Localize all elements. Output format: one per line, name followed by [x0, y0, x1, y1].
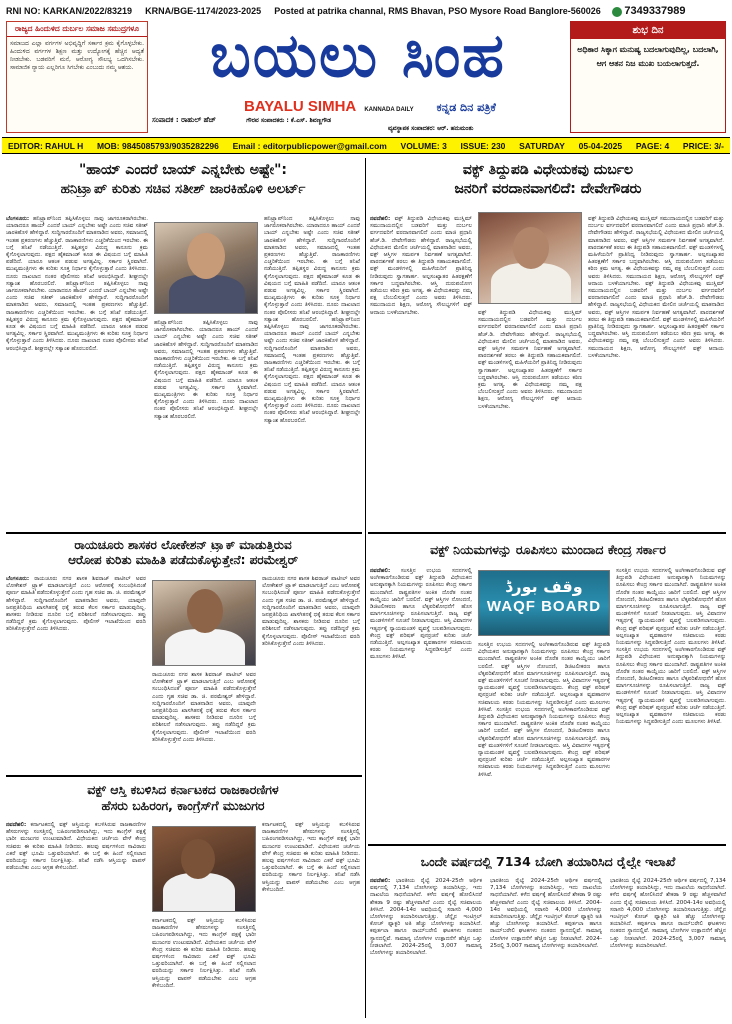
newspaper-title: ಬಯಲು ಸಿಂಹ [210, 21, 506, 91]
article-headline-line2: ಹನಿಟ್ರ್ಯಾಪ್ ಕುರಿತು ಸಚಿವ ಸತೀಶ್ ಜಾರಕಿಹೊಳಿ ಅಲರ್ಟ್ [60, 180, 306, 197]
article-headline-line2: ಜನರಿಗೆ ವರದಾನವಾಗಲಿದೆ: ದೇವೇಗೌಡರು [454, 180, 642, 197]
article-body-cont3: ಹನಿಟ್ರ್ಯಾಪ್‌ನಿಂದ ತಪ್ಪಿಸಿಕೊಳ್ಳಲು ನಾವು ಜಾಗರೂಕರಾಗಿರಬೇಕು. ಯಾರಾದರೂ ಹಾಯ್ ಎಂದರೆ ಬಾಯ್ ಎನ್ನಬೇಕು ಅಷ್ಟೇ ಎಂದು ಸಚಿವ ಸತೀಶ್ ಜಾರಕಿಹೊಳಿ ಹೇಳಿದ್ದಾರೆ. ಸುದ್ದಿಗಾರರೊಂದಿಗೆ ಮಾತನಾಡಿದ ಅವರು, ಸಮಾಜದಲ್ಲಿ ಇಂತಹ ಪ್ರಕರಣಗಳು ಹೆಚ್ಚುತ್ತಿವೆ. ರಾಜಕಾರಣಿಗಳು ಎಚ್ಚರಿಕೆಯಿಂದ ಇರಬೇಕು. ಈ ಬಗ್ಗೆ ತನಿಖೆ ನಡೆಯುತ್ತಿದೆ. ತಪ್ಪಿತಸ್ಥರ ವಿರುದ್ಧ ಕಾನೂನು ಕ್ರಮ ಕೈಗೊಳ್ಳಲಾಗುವುದು. ಪಕ್ಷದ ಹೈಕಮಾಂಡ್ ಕೂಡ ಈ ವಿಷಯದ ಬಗ್ಗೆ ಮಾಹಿತಿ ಪಡೆದಿದೆ. ಯಾರೂ ಆತಂಕ ಪಡುವ ಅಗತ್ಯವಿಲ್ಲ. ಸರ್ಕಾರ ಸ್ಥಿರವಾಗಿದೆ. ಮುಖ್ಯಮಂತ್ರಿಗಳು ಈ ಕುರಿತು ಸೂಕ್ತ ನಿರ್ಧಾರ ಕೈಗೊಳ್ಳುತ್ತಾರೆ ಎಂದು ತಿಳಿಸಿದರು. ದೂರು ದಾಖಲಾದ ನಂತರ ಪೊಲೀಸರು ತನಿಖೆ ಆರಂಭಿಸಿದ್ದಾರೆ. ಶೀಘ್ರದಲ್ಲೇ ಸತ್ಯಾಂಶ ಹೊರಬರಲಿದೆ. [264, 216, 360, 323]
article-headline: ಒಂದೇ ವರ್ಷದಲ್ಲಿ 7134 ಬೋಗಿ ತಯಾರಿಸಿದ ರೈಲ್ವೇ ಇಲಾಖೆ [420, 854, 676, 869]
quote-box [570, 21, 726, 133]
article-body-cont2: ರಾಯಚೂರು ನಗರ ಶಾಸಕ ಶಿವರಾಜ್ ಪಾಟೀಲ್ ಅವರ ಲೋಕೇಶನ್ ಟ್ರ್ಯಾಕ್ ಮಾಡಲಾಗುತ್ತಿದೆ ಎಂಬ ಆರೋಪಕ್ಕೆ ಸಂಬಂಧಿಸಿದಂತೆ ಪೂರ್ಣ ಮಾಹಿತಿ ಪಡೆದುಕೊಳ್ಳುತ್ತೇನೆ ಎಂದು ಗೃಹ ಸಚಿವ ಡಾ. ಜಿ. ಪರಮೇಶ್ವರ್ ಹೇಳಿದ್ದಾರೆ. ಸುದ್ದಿಗಾರರೊಂದಿಗೆ ಮಾತನಾಡಿದ ಅವರು, ಯಾವುದೇ ಜನಪ್ರತಿನಿಧಿಯ ಖಾಸಗಿತನಕ್ಕೆ ಧಕ್ಕೆ ತರುವ ಕೆಲಸ ಸರ್ಕಾರ ಮಾಡುವುದಿಲ್ಲ. ಶಾಸಕರು ನೀಡಿರುವ ದೂರಿನ ಬಗ್ಗೆ ಪರಿಶೀಲನೆ ನಡೆಸಲಾಗುವುದು. ತಪ್ಪು ನಡೆದಿದ್ದರೆ ಕ್ರಮ ಕೈಗೊಳ್ಳಲಾಗುವುದು. ಪೊಲೀಸ್ ಇಲಾಖೆಯಿಂದ ವರದಿ ತರಿಸಿಕೊಳ್ಳುತ್ತೇನೆ ಎಂದು ತಿಳಿಸಿದರು. [262, 576, 360, 647]
column-divider [365, 158, 366, 1018]
posted-address: Posted at patrika channal, RMS Bhavan, PSO Mysore Road Banglore-560026 [274, 6, 601, 16]
editor-credit: ಸಂಪಾದಕ : ರಾಹುಲ್ ಹೆಚ್ [152, 116, 216, 124]
info-day: SATURDAY [519, 140, 565, 151]
article-body-cont: ಹನಿಟ್ರ್ಯಾಪ್‌ನಿಂದ ತಪ್ಪಿಸಿಕೊಳ್ಳಲು ನಾವು ಜಾಗರೂಕರಾಗಿರಬೇಕು. ಯಾರಾದರೂ ಹಾಯ್ ಎಂದರೆ ಬಾಯ್ ಎನ್ನಬೇಕು ಅಷ್ಟೇ ಎಂದು ಸಚಿವ ಸತೀಶ್ ಜಾರಕಿಹೊಳಿ ಹೇಳಿದ್ದಾರೆ. ಸುದ್ದಿಗಾರರೊಂದಿಗೆ ಮಾತನಾಡಿದ ಅವರು, ಸಮಾಜದಲ್ಲಿ ಇಂತಹ ಪ್ರಕರಣಗಳು ಹೆಚ್ಚುತ್ತಿವೆ. ರಾಜಕಾರಣಿಗಳು ಎಚ್ಚರಿಕೆಯಿಂದ ಇರಬೇಕು. ಈ ಬಗ್ಗೆ ತನಿಖೆ ನಡೆಯುತ್ತಿದೆ. ತಪ್ಪಿತಸ್ಥರ ವಿರುದ್ಧ ಕಾನೂನು ಕ್ರಮ ಕೈಗೊಳ್ಳಲಾಗುವುದು. ಪಕ್ಷದ ಹೈಕಮಾಂಡ್ ಕೂಡ ಈ ವಿಷಯದ ಬಗ್ಗೆ ಮಾಹಿತಿ ಪಡೆದಿದೆ. ಯಾರೂ ಆತಂಕ ಪಡುವ ಅಗತ್ಯವಿಲ್ಲ. ಸರ್ಕಾರ ಸ್ಥಿರವಾಗಿದೆ. ಮುಖ್ಯಮಂತ್ರಿಗಳು ಈ ಕುರಿತು ಸೂಕ್ತ ನಿರ್ಧಾರ ಕೈಗೊಳ್ಳುತ್ತಾರೆ ಎಂದು ತಿಳಿಸಿದರು. ದೂರು ದಾಖಲಾದ ನಂತರ ಪೊಲೀಸರು ತನಿಖೆ ಆರಂಭಿಸಿದ್ದಾರೆ. ಶೀಘ್ರದಲ್ಲೇ ಸತ್ಯಾಂಶ ಹೊರಬರಲಿದೆ. [6, 280, 148, 352]
article-honeytrap [6, 158, 360, 530]
article-body-cont2: ವಕ್ಫ್ ತಿದ್ದುಪಡಿ ವಿಧೇಯಕವು ಮುಸ್ಲಿಮ್ ಸಮುದಾಯದಲ್ಲಿನ ಬಡವರಿಗೆ ಮತ್ತು ದುರ್ಬಲ ವರ್ಗದವರಿಗೆ ವರದಾನವಾಗಲಿದೆ ಎಂದು ಮಾಜಿ ಪ್ರಧಾನಿ ಹೆಚ್.ಡಿ. ದೇವೇಗೌಡರು ಹೇಳಿದ್ದಾರೆ. ರಾಜ್ಯಸಭೆಯಲ್ಲಿ ವಿಧೇಯಕದ ಮೇಲಿನ ಚರ್ಚೆಯಲ್ಲಿ ಮಾತನಾಡಿದ ಅವರು, ವಕ್ಫ್ ಆಸ್ತಿಗಳ ಸಮರ್ಪಕ ನಿರ್ವಹಣೆ ಅಗತ್ಯವಾಗಿದೆ. ಪಾರದರ್ಶಕತೆ ತರಲು ಈ ತಿದ್ದುಪಡಿ ಸಹಾಯಕವಾಗಲಿದೆ. ವಕ್ಫ್ ಮಂಡಳಿಗಳಲ್ಲಿ ಮಹಿಳೆಯರಿಗೆ ಪ್ರಾತಿನಿಧ್ಯ ನೀಡಿರುವುದು ಸ್ವಾಗತಾರ್ಹ. ಅಲ್ಪಸಂಖ್ಯಾತರ ಹಿತರಕ್ಷಣೆಗೆ ಸರ್ಕಾರ ಬದ್ಧವಾಗಿರಬೇಕು. ಆಸ್ತಿ ದುರುಪಯೋಗ ತಡೆಯಲು ಕಠಿಣ ಕ್ರಮ ಅಗತ್ಯ. ಈ ವಿಧೇಯಕವನ್ನು ನಮ್ಮ ಪಕ್ಷ ಬೆಂಬಲಿಸುತ್ತದೆ ಎಂದು ಅವರು ತಿಳಿಸಿದರು. ಸಮುದಾಯದ ಶಿಕ್ಷಣ, ಆರೋಗ್ಯ ಸೌಲಭ್ಯಗಳಿಗೆ ವಕ್ಫ್ ಆದಾಯ ಬಳಕೆಯಾಗಬೇಕು. [588, 216, 724, 287]
article-raichur [6, 536, 360, 772]
article-body-cont3: ವಕ್ಫ್ ತಿದ್ದುಪಡಿ ವಿಧೇಯಕವು ಮುಸ್ಲಿಮ್ ಸಮುದಾಯದಲ್ಲಿನ ಬಡವರಿಗೆ ಮತ್ತು ದುರ್ಬಲ ವರ್ಗದವರಿಗೆ ವರದಾನವಾಗಲಿದೆ ಎಂದು ಮಾಜಿ ಪ್ರಧಾನಿ ಹೆಚ್.ಡಿ. ದೇವೇಗೌಡರು ಹೇಳಿದ್ದಾರೆ. ರಾಜ್ಯಸಭೆಯಲ್ಲಿ ವಿಧೇಯಕದ ಮೇಲಿನ ಚರ್ಚೆಯಲ್ಲಿ ಮಾತನಾಡಿದ ಅವರು, ವಕ್ಫ್ ಆಸ್ತಿಗಳ ಸಮರ್ಪಕ ನಿರ್ವಹಣೆ ಅಗತ್ಯವಾಗಿದೆ. ಪಾರದರ್ಶಕತೆ ತರಲು ಈ ತಿದ್ದುಪಡಿ ಸಹಾಯಕವಾಗಲಿದೆ. ವಕ್ಫ್ ಮಂಡಳಿಗಳಲ್ಲಿ ಮಹಿಳೆಯರಿಗೆ ಪ್ರಾತಿನಿಧ್ಯ ನೀಡಿರುವುದು ಸ್ವಾಗತಾರ್ಹ. ಅಲ್ಪಸಂಖ್ಯಾತರ ಹಿತರಕ್ಷಣೆಗೆ ಸರ್ಕಾರ ಬದ್ಧವಾಗಿರಬೇಕು. ಆಸ್ತಿ ದುರುಪಯೋಗ ತಡೆಯಲು ಕಠಿಣ ಕ್ರಮ ಅಗತ್ಯ. ಈ ವಿಧೇಯಕವನ್ನು ನಮ್ಮ ಪಕ್ಷ ಬೆಂಬಲಿಸುತ್ತದೆ ಎಂದು ಅವರು ತಿಳಿಸಿದರು. ಸಮುದಾಯದ ಶಿಕ್ಷಣ, ಆರೋಗ್ಯ ಸೌಲಭ್ಯಗಳಿಗೆ ವಕ್ಫ್ ಆದಾಯ ಬಳಕೆಯಾಗಬೇಕು. [588, 280, 724, 359]
article-body-col3 [264, 216, 360, 528]
article-railway [370, 848, 726, 1018]
info-date: 05-04-2025 [578, 140, 623, 151]
title-english: BAYALU SIMHA [244, 98, 357, 115]
devegowda-photo [478, 212, 582, 304]
section-rule [6, 775, 362, 777]
article-body-col3 [610, 878, 726, 1016]
article-waqf-devegowda [370, 158, 726, 530]
article-body-cont2: ಸಂಸತ್ತಿನ ಉಭಯ ಸದನಗಳಲ್ಲಿ ಅಂಗೀಕಾರಗೊಂಡಿರುವ ವಕ್ಫ್ ತಿದ್ದುಪಡಿ ವಿಧೇಯಕದ ಅನುಷ್ಠಾನಕ್ಕಾಗಿ ನಿಯಮಗಳನ್ನು ರೂಪಿಸಲು ಕೇಂದ್ರ ಸರ್ಕಾರ ಮುಂದಾಗಿದೆ. ರಾಷ್ಟ್ರಪತಿಗಳ ಅಂಕಿತ ದೊರೆತ ನಂತರ ಕಾಯ್ದೆಯು ಜಾರಿಗೆ ಬರಲಿದೆ. ವಕ್ಫ್ ಆಸ್ತಿಗಳ ನೋಂದಣಿ, ಡಿಜಿಟಲೀಕರಣ ಹಾಗೂ ಲೆಕ್ಕಪರಿಶೋಧನೆಗೆ ಹೊಸ ಮಾರ್ಗಸೂಚಿಗಳನ್ನು ರೂಪಿಸಲಾಗುತ್ತಿದೆ. ರಾಜ್ಯ ವಕ್ಫ್ ಮಂಡಳಿಗಳಿಗೆ ಸೂಚನೆ ನೀಡಲಾಗುವುದು. ಆಸ್ತಿ ವಿವಾದಗಳ ಇತ್ಯರ್ಥಕ್ಕೆ ನ್ಯಾಯಮಂಡಳಿ ವ್ಯವಸ್ಥೆ ಬಲಪಡಿಸಲಾಗುವುದು. ಕೇಂದ್ರ ವಕ್ಫ್ ಪರಿಷತ್ ಪುನರ್ರಚನೆ ಕುರಿತು ಚರ್ಚೆ ನಡೆಯುತ್ತಿದೆ. ಅಲ್ಪಸಂಖ್ಯಾತ ವ್ಯವಹಾರಗಳ ಸಚಿವಾಲಯ ಕರಡು ನಿಯಮಗಳನ್ನು ಸಿದ್ಧಪಡಿಸುತ್ತಿದೆ ಎಂದು ಮೂಲಗಳು ತಿಳಿಸಿವೆ. [478, 706, 610, 778]
article-body-col2 [152, 672, 256, 770]
phone-number: 7349337989 [624, 5, 686, 17]
info-mobile: MOB: 9845085793/9035282296 [96, 140, 219, 151]
info-issue: ISSUE: 230 [460, 140, 506, 151]
article-headline-line2: ಆರೋಪ ಕುರಿತು ಮಾಹಿತಿ ಪಡೆದುಕೊಳ್ಳುತ್ತೇನೆ: ಪರಮೇಶ್ವರ್ [68, 553, 298, 568]
article-body-col3 [616, 568, 726, 840]
article-waqf-karnataka [6, 778, 360, 1018]
article-body-cont2: ಭಾರತೀಯ ರೈಲ್ವೆ 2024-25ನೇ ಆರ್ಥಿಕ ವರ್ಷದಲ್ಲಿ 7,134 ಬೋಗಿಗಳನ್ನು ತಯಾರಿಸಿದ್ದು, ಇದು ದಾಖಲೆಯ ಸಾಧನೆಯಾಗಿದೆ. ಕಳೆದ ವರ್ಷಕ್ಕೆ ಹೋಲಿಸಿದರೆ ಶೇಕಡಾ 9 ರಷ್ಟು ಹೆಚ್ಚಳವಾಗಿದೆ ಎಂದು ರೈಲ್ವೆ ಸಚಿವಾಲಯ ತಿಳಿಸಿದೆ. 2004-14ರ ಅವಧಿಯಲ್ಲಿ ಸರಾಸರಿ 4,000 ಬೋಗಿಗಳನ್ನು ತಯಾರಿಸಲಾಗುತ್ತಿತ್ತು. ಚೆನ್ನೈನ ಇಂಟಿಗ್ರಲ್ ಕೋಚ್ ಫ್ಯಾಕ್ಟರಿ ಅತಿ ಹೆಚ್ಚು ಬೋಗಿಗಳನ್ನು ತಯಾರಿಸಿದೆ. ಕಪುರ್ತಲಾ ಹಾಗೂ ರಾಯ್‌ಬರೇಲಿ ಘಟಕಗಳು ನಂತರದ ಸ್ಥಾನದಲ್ಲಿವೆ. ಸಾಮಾನ್ಯ ಬೋಗಿಗಳ ಉತ್ಪಾದನೆಗೆ ಹೆಚ್ಚಿನ ಒತ್ತು ನೀಡಲಾಗಿದೆ. 2024-25ರಲ್ಲಿ 3,007 ಸಾಮಾನ್ಯ ಬೋಗಿಗಳನ್ನು ತಯಾರಿಸಲಾಗಿದೆ. [610, 878, 726, 949]
info-bar [2, 137, 730, 154]
header-line [6, 5, 726, 18]
article-body-cont3: ಸಂಸತ್ತಿನ ಉಭಯ ಸದನಗಳಲ್ಲಿ ಅಂಗೀಕಾರಗೊಂಡಿರುವ ವಕ್ಫ್ ತಿದ್ದುಪಡಿ ವಿಧೇಯಕದ ಅನುಷ್ಠಾನಕ್ಕಾಗಿ ನಿಯಮಗಳನ್ನು ರೂಪಿಸಲು ಕೇಂದ್ರ ಸರ್ಕಾರ ಮುಂದಾಗಿದೆ. ರಾಷ್ಟ್ರಪತಿಗಳ ಅಂಕಿತ ದೊರೆತ ನಂತರ ಕಾಯ್ದೆಯು ಜಾರಿಗೆ ಬರಲಿದೆ. ವಕ್ಫ್ ಆಸ್ತಿಗಳ ನೋಂದಣಿ, ಡಿಜಿಟಲೀಕರಣ ಹಾಗೂ ಲೆಕ್ಕಪರಿಶೋಧನೆಗೆ ಹೊಸ ಮಾರ್ಗಸೂಚಿಗಳನ್ನು ರೂಪಿಸಲಾಗುತ್ತಿದೆ. ರಾಜ್ಯ ವಕ್ಫ್ ಮಂಡಳಿಗಳಿಗೆ ಸೂಚನೆ ನೀಡಲಾಗುವುದು. ಆಸ್ತಿ ವಿವಾದಗಳ ಇತ್ಯರ್ಥಕ್ಕೆ ನ್ಯಾಯಮಂಡಳಿ ವ್ಯವಸ್ಥೆ ಬಲಪಡಿಸಲಾಗುವುದು. ಕೇಂದ್ರ ವಕ್ಫ್ ಪರಿಷತ್ ಪುನರ್ರಚನೆ ಕುರಿತು ಚರ್ಚೆ ನಡೆಯುತ್ತಿದೆ. ಅಲ್ಪಸಂಖ್ಯಾತ ವ್ಯವಹಾರಗಳ ಸಚಿವಾಲಯ ಕರಡು ನಿಯಮಗಳನ್ನು ಸಿದ್ಧಪಡಿಸುತ್ತಿದೆ ಎಂದು ಮೂಲಗಳು ತಿಳಿಸಿವೆ. [616, 568, 726, 647]
article-body: ರಾಯಚೂರು ನಗರ ಶಾಸಕ ಶಿವರಾಜ್ ಪಾಟೀಲ್ ಅವರ ಲೋಕೇಶನ್ ಟ್ರ್ಯಾಕ್ ಮಾಡಲಾಗುತ್ತಿದೆ ಎಂಬ ಆರೋಪಕ್ಕೆ ಸಂಬಂಧಿಸಿದಂತೆ ಪೂರ್ಣ ಮಾಹಿತಿ ಪಡೆದುಕೊಳ್ಳುತ್ತೇನೆ ಎಂದು ಗೃಹ ಸಚಿವ ಡಾ. ಜಿ. ಪರಮೇಶ್ವರ್ ಹೇಳಿದ್ದಾರೆ. ಸುದ್ದಿಗಾರರೊಂದಿಗೆ ಮಾತನಾಡಿದ ಅವರು, ಯಾವುದೇ ಜನಪ್ರತಿನಿಧಿಯ ಖಾಸಗಿತನಕ್ಕೆ ಧಕ್ಕೆ ತರುವ ಕೆಲಸ ಸರ್ಕಾರ ಮಾಡುವುದಿಲ್ಲ. ಶಾಸಕರು ನೀಡಿರುವ ದೂರಿನ ಬಗ್ಗೆ ಪರಿಶೀಲನೆ ನಡೆಸಲಾಗುವುದು. ತಪ್ಪು ನಡೆದಿದ್ದರೆ ಕ್ರಮ ಕೈಗೊಳ್ಳಲಾಗುವುದು. ಪೊಲೀಸ್ ಇಲಾಖೆಯಿಂದ ವರದಿ ತರಿಸಿಕೊಳ್ಳುತ್ತೇನೆ ಎಂದು ತಿಳಿಸಿದರು. [6, 576, 146, 633]
quote-text: ಅಧಿಕಾರ ಸಿಕ್ಕಾಗ ಮನುಷ್ಯ ಬದಲಾಗುವುದಿಲ್ಲ, ಬದಲಾಗಿ, ಆಗ ಆತನ ನಿಜ ಮುಖ ಬಯಲಾಗುತ್ತದೆ. [577, 45, 719, 68]
article-headline-line1: ವಕ್ಫ್ ತಿದ್ದುಪಡಿ ವಿಧೇಯಕವು ದುರ್ಬಲ [462, 162, 634, 178]
article-body-cont: ರಾಯಚೂರು ನಗರ ಶಾಸಕ ಶಿವರಾಜ್ ಪಾಟೀಲ್ ಅವರ ಲೋಕೇಶನ್ ಟ್ರ್ಯಾಕ್ ಮಾಡಲಾಗುತ್ತಿದೆ ಎಂಬ ಆರೋಪಕ್ಕೆ ಸಂಬಂಧಿಸಿದಂತೆ ಪೂರ್ಣ ಮಾಹಿತಿ ಪಡೆದುಕೊಳ್ಳುತ್ತೇನೆ ಎಂದು ಗೃಹ ಸಚಿವ ಡಾ. ಜಿ. ಪರಮೇಶ್ವರ್ ಹೇಳಿದ್ದಾರೆ. ಸುದ್ದಿಗಾರರೊಂದಿಗೆ ಮಾತನಾಡಿದ ಅವರು, ಯಾವುದೇ ಜನಪ್ರತಿನಿಧಿಯ ಖಾಸಗಿತನಕ್ಕೆ ಧಕ್ಕೆ ತರುವ ಕೆಲಸ ಸರ್ಕಾರ ಮಾಡುವುದಿಲ್ಲ. ಶಾಸಕರು ನೀಡಿರುವ ದೂರಿನ ಬಗ್ಗೆ ಪರಿಶೀಲನೆ ನಡೆಸಲಾಗುವುದು. ತಪ್ಪು ನಡೆದಿದ್ದರೆ ಕ್ರಮ ಕೈಗೊಳ್ಳಲಾಗುವುದು. ಪೊಲೀಸ್ ಇಲಾಖೆಯಿಂದ ವರದಿ ತರಿಸಿಕೊಳ್ಳುತ್ತೇನೆ ಎಂದು ತಿಳಿಸಿದರು. [152, 672, 256, 743]
waqf-board-urdu: وقف بورڈ [505, 577, 583, 596]
article-dateline: ಬೆಂಗಳೂರು: [6, 216, 30, 222]
left-box-title: ರಾಜ್ಯದ ಹಿಂದುಳಿದ ದುರ್ಬಲ ಸಮಾಜ ಸಮುದ್ರಗಳೂ [7, 22, 147, 37]
title-subline [244, 96, 564, 114]
article-body-col3 [262, 576, 360, 770]
article-body-col2 [154, 320, 258, 528]
kannada-daily-english: KANNADA DAILY [364, 107, 414, 113]
article-body-col1 [370, 878, 482, 1016]
article-body-col1 [370, 568, 472, 840]
article-body-col2 [152, 918, 256, 1016]
left-box-text: ಸಮಾಜದ ಎಲ್ಲಾ ವರ್ಗಗಳ ಅಭಿವೃದ್ಧಿಗೆ ಸರ್ಕಾರ ಕ್ರಮ ಕೈಗೊಳ್ಳಬೇಕು. ಹಿಂದುಳಿದ ವರ್ಗಗಳ ಶಿಕ್ಷಣ ಮತ್ತು ಉದ್ಯೋಗಕ್ಕೆ ಹೆಚ್ಚಿನ ಆದ್ಯತೆ ನೀಡಬೇಕು. ಬಡವರಿಗೆ ಮನೆ, ಆರೋಗ್ಯ ಸೌಲಭ್ಯ ಒದಗಿಸಬೇಕು. ಸಾಮಾಜಿಕ ನ್ಯಾಯ ಎಲ್ಲರಿಗೂ ಸಿಗಬೇಕು ಎಂಬುದು ನಮ್ಮ ಆಶಯ. [10, 40, 144, 71]
article-dateline: ನವದೆಹಲಿ: [370, 568, 391, 574]
waqf-board-photo [478, 570, 610, 636]
minister-photo [154, 222, 258, 314]
managing-editor-credit: ವ್ಯವಸ್ಥಾಪಕ ಸಂಪಾದಕರ: ಆರ್. ಹನುಮಂತು [388, 125, 474, 132]
article-body-col2 [490, 878, 602, 1016]
info-page: PAGE: 4 [635, 140, 670, 151]
article-body: ಹನಿಟ್ರ್ಯಾಪ್‌ನಿಂದ ತಪ್ಪಿಸಿಕೊಳ್ಳಲು ನಾವು ಜಾಗರೂಕರಾಗಿರಬೇಕು. ಯಾರಾದರೂ ಹಾಯ್ ಎಂದರೆ ಬಾಯ್ ಎನ್ನಬೇಕು ಅಷ್ಟೇ ಎಂದು ಸಚಿವ ಸತೀಶ್ ಜಾರಕಿಹೊಳಿ ಹೇಳಿದ್ದಾರೆ. ಸುದ್ದಿಗಾರರೊಂದಿಗೆ ಮಾತನಾಡಿದ ಅವರು, ಸಮಾಜದಲ್ಲಿ ಇಂತಹ ಪ್ರಕರಣಗಳು ಹೆಚ್ಚುತ್ತಿವೆ. ರಾಜಕಾರಣಿಗಳು ಎಚ್ಚರಿಕೆಯಿಂದ ಇರಬೇಕು. ಈ ಬಗ್ಗೆ ತನಿಖೆ ನಡೆಯುತ್ತಿದೆ. ತಪ್ಪಿತಸ್ಥರ ವಿರುದ್ಧ ಕಾನೂನು ಕ್ರಮ ಕೈಗೊಳ್ಳಲಾಗುವುದು. ಪಕ್ಷದ ಹೈಕಮಾಂಡ್ ಕೂಡ ಈ ವಿಷಯದ ಬಗ್ಗೆ ಮಾಹಿತಿ ಪಡೆದಿದೆ. ಯಾರೂ ಆತಂಕ ಪಡುವ ಅಗತ್ಯವಿಲ್ಲ. ಸರ್ಕಾರ ಸ್ಥಿರವಾಗಿದೆ. ಮುಖ್ಯಮಂತ್ರಿಗಳು ಈ ಕುರಿತು ಸೂಕ್ತ ನಿರ್ಧಾರ ಕೈಗೊಳ್ಳುತ್ತಾರೆ ಎಂದು ತಿಳಿಸಿದರು. ದೂರು ದಾಖಲಾದ ನಂತರ ಪೊಲೀಸರು ತನಿಖೆ ಆರಂಭಿಸಿದ್ದಾರೆ. ಶೀಘ್ರದಲ್ಲೇ ಸತ್ಯಾಂಶ ಹೊರಬರಲಿದೆ. [6, 216, 148, 287]
article-body-col2 [478, 310, 582, 528]
article-body-cont2: ಹನಿಟ್ರ್ಯಾಪ್‌ನಿಂದ ತಪ್ಪಿಸಿಕೊಳ್ಳಲು ನಾವು ಜಾಗರೂಕರಾಗಿರಬೇಕು. ಯಾರಾದರೂ ಹಾಯ್ ಎಂದರೆ ಬಾಯ್ ಎನ್ನಬೇಕು ಅಷ್ಟೇ ಎಂದು ಸಚಿವ ಸತೀಶ್ ಜಾರಕಿಹೊಳಿ ಹೇಳಿದ್ದಾರೆ. ಸುದ್ದಿಗಾರರೊಂದಿಗೆ ಮಾತನಾಡಿದ ಅವರು, ಸಮಾಜದಲ್ಲಿ ಇಂತಹ ಪ್ರಕರಣಗಳು ಹೆಚ್ಚುತ್ತಿವೆ. ರಾಜಕಾರಣಿಗಳು ಎಚ್ಚರಿಕೆಯಿಂದ ಇರಬೇಕು. ಈ ಬಗ್ಗೆ ತನಿಖೆ ನಡೆಯುತ್ತಿದೆ. ತಪ್ಪಿತಸ್ಥರ ವಿರುದ್ಧ ಕಾನೂನು ಕ್ರಮ ಕೈಗೊಳ್ಳಲಾಗುವುದು. ಪಕ್ಷದ ಹೈಕಮಾಂಡ್ ಕೂಡ ಈ ವಿಷಯದ ಬಗ್ಗೆ ಮಾಹಿತಿ ಪಡೆದಿದೆ. ಯಾರೂ ಆತಂಕ ಪಡುವ ಅಗತ್ಯವಿಲ್ಲ. ಸರ್ಕಾರ ಸ್ಥಿರವಾಗಿದೆ. ಮುಖ್ಯಮಂತ್ರಿಗಳು ಈ ಕುರಿತು ಸೂಕ್ತ ನಿರ್ಧಾರ ಕೈಗೊಳ್ಳುತ್ತಾರೆ ಎಂದು ತಿಳಿಸಿದರು. ದೂರು ದಾಖಲಾದ ನಂತರ ಪೊಲೀಸರು ತನಿಖೆ ಆರಂಭಿಸಿದ್ದಾರೆ. ಶೀಘ್ರದಲ್ಲೇ ಸತ್ಯಾಂಶ ಹೊರಬರಲಿದೆ. [154, 320, 258, 420]
politician-photo [152, 826, 256, 912]
article-body-col1 [6, 822, 146, 1016]
article-body-col3 [262, 822, 360, 1016]
article-body: ಭಾರತೀಯ ರೈಲ್ವೆ 2024-25ನೇ ಆರ್ಥಿಕ ವರ್ಷದಲ್ಲಿ 7,134 ಬೋಗಿಗಳನ್ನು ತಯಾರಿಸಿದ್ದು, ಇದು ದಾಖಲೆಯ ಸಾಧನೆಯಾಗಿದೆ. ಕಳೆದ ವರ್ಷಕ್ಕೆ ಹೋಲಿಸಿದರೆ ಶೇಕಡಾ 9 ರಷ್ಟು ಹೆಚ್ಚಳವಾಗಿದೆ ಎಂದು ರೈಲ್ವೆ ಸಚಿವಾಲಯ ತಿಳಿಸಿದೆ. 2004-14ರ ಅವಧಿಯಲ್ಲಿ ಸರಾಸರಿ 4,000 ಬೋಗಿಗಳನ್ನು ತಯಾರಿಸಲಾಗುತ್ತಿತ್ತು. ಚೆನ್ನೈನ ಇಂಟಿಗ್ರಲ್ ಕೋಚ್ ಫ್ಯಾಕ್ಟರಿ ಅತಿ ಹೆಚ್ಚು ಬೋಗಿಗಳನ್ನು ತಯಾರಿಸಿದೆ. ಕಪುರ್ತಲಾ ಹಾಗೂ ರಾಯ್‌ಬರೇಲಿ ಘಟಕಗಳು ನಂತರದ ಸ್ಥಾನದಲ್ಲಿವೆ. ಸಾಮಾನ್ಯ ಬೋಗಿಗಳ ಉತ್ಪಾದನೆಗೆ ಹೆಚ್ಚಿನ ಒತ್ತು ನೀಡಲಾಗಿದೆ. 2024-25ರಲ್ಲಿ 3,007 ಸಾಮಾನ್ಯ ಬೋಗಿಗಳನ್ನು ತಯಾರಿಸಲಾಗಿದೆ. [370, 878, 482, 957]
article-body-col3 [588, 216, 724, 528]
article-dateline: ನವದೆಹಲಿ: [370, 878, 391, 884]
editor-credits [152, 116, 566, 134]
left-info-box [6, 21, 148, 133]
info-email: Email : editorpublicpower@gmail.com [232, 140, 387, 151]
parameshwar-photo [152, 580, 256, 666]
waqf-board-sign: WAQF BOARD [486, 598, 602, 615]
section-rule [368, 844, 726, 846]
article-body-cont: ಸಂಸತ್ತಿನ ಉಭಯ ಸದನಗಳಲ್ಲಿ ಅಂಗೀಕಾರಗೊಂಡಿರುವ ವಕ್ಫ್ ತಿದ್ದುಪಡಿ ವಿಧೇಯಕದ ಅನುಷ್ಠಾನಕ್ಕಾಗಿ ನಿಯಮಗಳನ್ನು ರೂಪಿಸಲು ಕೇಂದ್ರ ಸರ್ಕಾರ ಮುಂದಾಗಿದೆ. ರಾಷ್ಟ್ರಪತಿಗಳ ಅಂಕಿತ ದೊರೆತ ನಂತರ ಕಾಯ್ದೆಯು ಜಾರಿಗೆ ಬರಲಿದೆ. ವಕ್ಫ್ ಆಸ್ತಿಗಳ ನೋಂದಣಿ, ಡಿಜಿಟಲೀಕರಣ ಹಾಗೂ ಲೆಕ್ಕಪರಿಶೋಧನೆಗೆ ಹೊಸ ಮಾರ್ಗಸೂಚಿಗಳನ್ನು ರೂಪಿಸಲಾಗುತ್ತಿದೆ. ರಾಜ್ಯ ವಕ್ಫ್ ಮಂಡಳಿಗಳಿಗೆ ಸೂಚನೆ ನೀಡಲಾಗುವುದು. ಆಸ್ತಿ ವಿವಾದಗಳ ಇತ್ಯರ್ಥಕ್ಕೆ ನ್ಯಾಯಮಂಡಳಿ ವ್ಯವಸ್ಥೆ ಬಲಪಡಿಸಲಾಗುವುದು. ಕೇಂದ್ರ ವಕ್ಫ್ ಪರಿಷತ್ ಪುನರ್ರಚನೆ ಕುರಿತು ಚರ್ಚೆ ನಡೆಯುತ್ತಿದೆ. ಅಲ್ಪಸಂಖ್ಯಾತ ವ್ಯವಹಾರಗಳ ಸಚಿವಾಲಯ ಕರಡು ನಿಯಮಗಳನ್ನು ಸಿದ್ಧಪಡಿಸುತ್ತಿದೆ ಎಂದು ಮೂಲಗಳು ತಿಳಿಸಿವೆ. [478, 642, 610, 713]
article-headline-line1: ರಾಯಚೂರು ಶಾಸಕರ ಲೋಕೇಶನ್ ಟ್ರ್ಯಾಕ್ ಮಾಡುತ್ತಿರುವ [74, 538, 292, 552]
info-price: PRICE: 3/- [682, 140, 724, 151]
article-headline-line1: ವಕ್ಫ್ ಆಸ್ತಿ ಕಬಳಿಸಿದ ಕರ್ನಾಟಕದ ರಾಜಕಾರಣಿಗಳ [87, 782, 279, 797]
article-body-cont: ಕರ್ನಾಟಕದಲ್ಲಿ ವಕ್ಫ್ ಆಸ್ತಿಯನ್ನು ಕಬಳಿಸಿರುವ ರಾಜಕಾರಣಿಗಳ ಹೆಸರುಗಳನ್ನು ಸಂಸತ್ತಿನಲ್ಲಿ ಬಹಿರಂಗಪಡಿಸಲಾಗಿದ್ದು, ಇದು ಕಾಂಗ್ರೆಸ್ ಪಕ್ಷಕ್ಕೆ ಭಾರೀ ಮುಜುಗರ ಉಂಟುಮಾಡಿದೆ. ವಿಧೇಯಕದ ಚರ್ಚೆಯ ವೇಳೆ ಕೇಂದ್ರ ಸಚಿವರು ಈ ಕುರಿತು ಮಾಹಿತಿ ನೀಡಿದರು. ಹಲವು ವರ್ಷಗಳಿಂದ ಸಾವಿರಾರು ಎಕರೆ ವಕ್ಫ್ ಭೂಮಿ ಒತ್ತುವರಿಯಾಗಿದೆ. ಈ ಬಗ್ಗೆ ಈ ಹಿಂದೆ ಸಲ್ಲಿಸಲಾದ ವರದಿಯನ್ನು ಸರ್ಕಾರ ನಿರ್ಲಕ್ಷಿಸಿತ್ತು. ತನಿಖೆ ನಡೆಸಿ ಆಸ್ತಿಯನ್ನು ವಾಪಸ್ ಪಡೆಯಬೇಕು ಎಂಬ ಆಗ್ರಹ ಕೇಳಿಬಂದಿದೆ. [152, 918, 256, 989]
article-body: ವಕ್ಫ್ ತಿದ್ದುಪಡಿ ವಿಧೇಯಕವು ಮುಸ್ಲಿಮ್ ಸಮುದಾಯದಲ್ಲಿನ ಬಡವರಿಗೆ ಮತ್ತು ದುರ್ಬಲ ವರ್ಗದವರಿಗೆ ವರದಾನವಾಗಲಿದೆ ಎಂದು ಮಾಜಿ ಪ್ರಧಾನಿ ಹೆಚ್.ಡಿ. ದೇವೇಗೌಡರು ಹೇಳಿದ್ದಾರೆ. ರಾಜ್ಯಸಭೆಯಲ್ಲಿ ವಿಧೇಯಕದ ಮೇಲಿನ ಚರ್ಚೆಯಲ್ಲಿ ಮಾತನಾಡಿದ ಅವರು, ವಕ್ಫ್ ಆಸ್ತಿಗಳ ಸಮರ್ಪಕ ನಿರ್ವಹಣೆ ಅಗತ್ಯವಾಗಿದೆ. ಪಾರದರ್ಶಕತೆ ತರಲು ಈ ತಿದ್ದುಪಡಿ ಸಹಾಯಕವಾಗಲಿದೆ. ವಕ್ಫ್ ಮಂಡಳಿಗಳಲ್ಲಿ ಮಹಿಳೆಯರಿಗೆ ಪ್ರಾತಿನಿಧ್ಯ ನೀಡಿರುವುದು ಸ್ವಾಗತಾರ್ಹ. ಅಲ್ಪಸಂಖ್ಯಾತರ ಹಿತರಕ್ಷಣೆಗೆ ಸರ್ಕಾರ ಬದ್ಧವಾಗಿರಬೇಕು. ಆಸ್ತಿ ದುರುಪಯೋಗ ತಡೆಯಲು ಕಠಿಣ ಕ್ರಮ ಅಗತ್ಯ. ಈ ವಿಧೇಯಕವನ್ನು ನಮ್ಮ ಪಕ್ಷ ಬೆಂಬಲಿಸುತ್ತದೆ ಎಂದು ಅವರು ತಿಳಿಸಿದರು. ಸಮುದಾಯದ ಶಿಕ್ಷಣ, ಆರೋಗ್ಯ ಸೌಲಭ್ಯಗಳಿಗೆ ವಕ್ಫ್ ಆದಾಯ ಬಳಕೆಯಾಗಬೇಕು. [370, 216, 472, 316]
rni-number: RNI NO: KARKAN/2022/83219 [6, 6, 133, 16]
info-editor: EDITOR: RAHUL H [8, 140, 84, 151]
article-body-cont: ವಕ್ಫ್ ತಿದ್ದುಪಡಿ ವಿಧೇಯಕವು ಮುಸ್ಲಿಮ್ ಸಮುದಾಯದಲ್ಲಿನ ಬಡವರಿಗೆ ಮತ್ತು ದುರ್ಬಲ ವರ್ಗದವರಿಗೆ ವರದಾನವಾಗಲಿದೆ ಎಂದು ಮಾಜಿ ಪ್ರಧಾನಿ ಹೆಚ್.ಡಿ. ದೇವೇಗೌಡರು ಹೇಳಿದ್ದಾರೆ. ರಾಜ್ಯಸಭೆಯಲ್ಲಿ ವಿಧೇಯಕದ ಮೇಲಿನ ಚರ್ಚೆಯಲ್ಲಿ ಮಾತನಾಡಿದ ಅವರು, ವಕ್ಫ್ ಆಸ್ತಿಗಳ ಸಮರ್ಪಕ ನಿರ್ವಹಣೆ ಅಗತ್ಯವಾಗಿದೆ. ಪಾರದರ್ಶಕತೆ ತರಲು ಈ ತಿದ್ದುಪಡಿ ಸಹಾಯಕವಾಗಲಿದೆ. ವಕ್ಫ್ ಮಂಡಳಿಗಳಲ್ಲಿ ಮಹಿಳೆಯರಿಗೆ ಪ್ರಾತಿನಿಧ್ಯ ನೀಡಿರುವುದು ಸ್ವಾಗತಾರ್ಹ. ಅಲ್ಪಸಂಖ್ಯಾತರ ಹಿತರಕ್ಷಣೆಗೆ ಸರ್ಕಾರ ಬದ್ಧವಾಗಿರಬೇಕು. ಆಸ್ತಿ ದುರುಪಯೋಗ ತಡೆಯಲು ಕಠಿಣ ಕ್ರಮ ಅಗತ್ಯ. ಈ ವಿಧೇಯಕವನ್ನು ನಮ್ಮ ಪಕ್ಷ ಬೆಂಬಲಿಸುತ್ತದೆ ಎಂದು ಅವರು ತಿಳಿಸಿದರು. ಸಮುದಾಯದ ಶಿಕ್ಷಣ, ಆರೋಗ್ಯ ಸೌಲಭ್ಯಗಳಿಗೆ ವಕ್ಫ್ ಆದಾಯ ಬಳಕೆಯಾಗಬೇಕು. [478, 310, 582, 410]
article-dateline: ಬೆಂಗಳೂರು: [6, 576, 30, 582]
article-headline-line1: "ಹಾಯ್ ಎಂದರೆ ಬಾಯ್ ಎನ್ನಬೇಕು ಅಷ್ಟೇ": [78, 162, 287, 178]
article-dateline: ನವದೆಹಲಿ: [6, 822, 27, 828]
article-headline-line2: ಹೆಸರು ಬಹಿರಂಗ, ಕಾಂಗ್ರೆಸ್‌ಗೆ ಮುಜುಗರ [101, 798, 265, 813]
article-body: ಕರ್ನಾಟಕದಲ್ಲಿ ವಕ್ಫ್ ಆಸ್ತಿಯನ್ನು ಕಬಳಿಸಿರುವ ರಾಜಕಾರಣಿಗಳ ಹೆಸರುಗಳನ್ನು ಸಂಸತ್ತಿನಲ್ಲಿ ಬಹಿರಂಗಪಡಿಸಲಾಗಿದ್ದು, ಇದು ಕಾಂಗ್ರೆಸ್ ಪಕ್ಷಕ್ಕೆ ಭಾರೀ ಮುಜುಗರ ಉಂಟುಮಾಡಿದೆ. ವಿಧೇಯಕದ ಚರ್ಚೆಯ ವೇಳೆ ಕೇಂದ್ರ ಸಚಿವರು ಈ ಕುರಿತು ಮಾಹಿತಿ ನೀಡಿದರು. ಹಲವು ವರ್ಷಗಳಿಂದ ಸಾವಿರಾರು ಎಕರೆ ವಕ್ಫ್ ಭೂಮಿ ಒತ್ತುವರಿಯಾಗಿದೆ. ಈ ಬಗ್ಗೆ ಈ ಹಿಂದೆ ಸಲ್ಲಿಸಲಾದ ವರದಿಯನ್ನು ಸರ್ಕಾರ ನಿರ್ಲಕ್ಷಿಸಿತ್ತು. ತನಿಖೆ ನಡೆಸಿ ಆಸ್ತಿಯನ್ನು ವಾಪಸ್ ಪಡೆಯಬೇಕು ಎಂಬ ಆಗ್ರಹ ಕೇಳಿಬಂದಿದೆ. [6, 822, 146, 872]
article-body-cont4: ಸಂಸತ್ತಿನ ಉಭಯ ಸದನಗಳಲ್ಲಿ ಅಂಗೀಕಾರಗೊಂಡಿರುವ ವಕ್ಫ್ ತಿದ್ದುಪಡಿ ವಿಧೇಯಕದ ಅನುಷ್ಠಾನಕ್ಕಾಗಿ ನಿಯಮಗಳನ್ನು ರೂಪಿಸಲು ಕೇಂದ್ರ ಸರ್ಕಾರ ಮುಂದಾಗಿದೆ. ರಾಷ್ಟ್ರಪತಿಗಳ ಅಂಕಿತ ದೊರೆತ ನಂತರ ಕಾಯ್ದೆಯು ಜಾರಿಗೆ ಬರಲಿದೆ. ವಕ್ಫ್ ಆಸ್ತಿಗಳ ನೋಂದಣಿ, ಡಿಜಿಟಲೀಕರಣ ಹಾಗೂ ಲೆಕ್ಕಪರಿಶೋಧನೆಗೆ ಹೊಸ ಮಾರ್ಗಸೂಚಿಗಳನ್ನು ರೂಪಿಸಲಾಗುತ್ತಿದೆ. ರಾಜ್ಯ ವಕ್ಫ್ ಮಂಡಳಿಗಳಿಗೆ ಸೂಚನೆ ನೀಡಲಾಗುವುದು. ಆಸ್ತಿ ವಿವಾದಗಳ ಇತ್ಯರ್ಥಕ್ಕೆ ನ್ಯಾಯಮಂಡಳಿ ವ್ಯವಸ್ಥೆ ಬಲಪಡಿಸಲಾಗುವುದು. ಕೇಂದ್ರ ವಕ್ಫ್ ಪರಿಷತ್ ಪುನರ್ರಚನೆ ಕುರಿತು ಚರ್ಚೆ ನಡೆಯುತ್ತಿದೆ. ಅಲ್ಪಸಂಖ್ಯಾತ ವ್ಯವಹಾರಗಳ ಸಚಿವಾಲಯ ಕರಡು ನಿಯಮಗಳನ್ನು ಸಿದ್ಧಪಡಿಸುತ್ತಿದೆ ಎಂದು ಮೂಲಗಳು ತಿಳಿಸಿವೆ. [616, 647, 726, 726]
article-body-col2 [478, 642, 610, 840]
phone-icon [612, 7, 622, 17]
article-dateline: ನವದೆಹಲಿ: [370, 216, 391, 222]
quote-box-title: ಶುಭ ದಿನ [571, 22, 725, 39]
article-body-cont: ಭಾರತೀಯ ರೈಲ್ವೆ 2024-25ನೇ ಆರ್ಥಿಕ ವರ್ಷದಲ್ಲಿ 7,134 ಬೋಗಿಗಳನ್ನು ತಯಾರಿಸಿದ್ದು, ಇದು ದಾಖಲೆಯ ಸಾಧನೆಯಾಗಿದೆ. ಕಳೆದ ವರ್ಷಕ್ಕೆ ಹೋಲಿಸಿದರೆ ಶೇಕಡಾ 9 ರಷ್ಟು ಹೆಚ್ಚಳವಾಗಿದೆ ಎಂದು ರೈಲ್ವೆ ಸಚಿವಾಲಯ ತಿಳಿಸಿದೆ. 2004-14ರ ಅವಧಿಯಲ್ಲಿ ಸರಾಸರಿ 4,000 ಬೋಗಿಗಳನ್ನು ತಯಾರಿಸಲಾಗುತ್ತಿತ್ತು. ಚೆನ್ನೈನ ಇಂಟಿಗ್ರಲ್ ಕೋಚ್ ಫ್ಯಾಕ್ಟರಿ ಅತಿ ಹೆಚ್ಚು ಬೋಗಿಗಳನ್ನು ತಯಾರಿಸಿದೆ. ಕಪುರ್ತಲಾ ಹಾಗೂ ರಾಯ್‌ಬರೇಲಿ ಘಟಕಗಳು ನಂತರದ ಸ್ಥಾನದಲ್ಲಿವೆ. ಸಾಮಾನ್ಯ ಬೋಗಿಗಳ ಉತ್ಪಾದನೆಗೆ ಹೆಚ್ಚಿನ ಒತ್ತು ನೀಡಲಾಗಿದೆ. 2024-25ರಲ್ಲಿ 3,007 ಸಾಮಾನ್ಯ ಬೋಗಿಗಳನ್ನು ತಯಾರಿಸಲಾಗಿದೆ. [490, 878, 602, 949]
krna-number: KRNA/BGE-1174/2023-2025 [145, 6, 262, 16]
article-body-col1 [6, 576, 146, 770]
article-body: ಸಂಸತ್ತಿನ ಉಭಯ ಸದನಗಳಲ್ಲಿ ಅಂಗೀಕಾರಗೊಂಡಿರುವ ವಕ್ಫ್ ತಿದ್ದುಪಡಿ ವಿಧೇಯಕದ ಅನುಷ್ಠಾನಕ್ಕಾಗಿ ನಿಯಮಗಳನ್ನು ರೂಪಿಸಲು ಕೇಂದ್ರ ಸರ್ಕಾರ ಮುಂದಾಗಿದೆ. ರಾಷ್ಟ್ರಪತಿಗಳ ಅಂಕಿತ ದೊರೆತ ನಂತರ ಕಾಯ್ದೆಯು ಜಾರಿಗೆ ಬರಲಿದೆ. ವಕ್ಫ್ ಆಸ್ತಿಗಳ ನೋಂದಣಿ, ಡಿಜಿಟಲೀಕರಣ ಹಾಗೂ ಲೆಕ್ಕಪರಿಶೋಧನೆಗೆ ಹೊಸ ಮಾರ್ಗಸೂಚಿಗಳನ್ನು ರೂಪಿಸಲಾಗುತ್ತಿದೆ. ರಾಜ್ಯ ವಕ್ಫ್ ಮಂಡಳಿಗಳಿಗೆ ಸೂಚನೆ ನೀಡಲಾಗುವುದು. ಆಸ್ತಿ ವಿವಾದಗಳ ಇತ್ಯರ್ಥಕ್ಕೆ ನ್ಯಾಯಮಂಡಳಿ ವ್ಯವಸ್ಥೆ ಬಲಪಡಿಸಲಾಗುವುದು. ಕೇಂದ್ರ ವಕ್ಫ್ ಪರಿಷತ್ ಪುನರ್ರಚನೆ ಕುರಿತು ಚರ್ಚೆ ನಡೆಯುತ್ತಿದೆ. ಅಲ್ಪಸಂಖ್ಯಾತ ವ್ಯವಹಾರಗಳ ಸಚಿವಾಲಯ ಕರಡು ನಿಯಮಗಳನ್ನು ಸಿದ್ಧಪಡಿಸುತ್ತಿದೆ ಎಂದು ಮೂಲಗಳು ತಿಳಿಸಿವೆ. [370, 568, 472, 661]
article-body-col1 [370, 216, 472, 528]
info-volume: VOLUME: 3 [400, 140, 447, 151]
article-body-col1 [6, 216, 148, 528]
article-body-cont4: ಹನಿಟ್ರ್ಯಾಪ್‌ನಿಂದ ತಪ್ಪಿಸಿಕೊಳ್ಳಲು ನಾವು ಜಾಗರೂಕರಾಗಿರಬೇಕು. ಯಾರಾದರೂ ಹಾಯ್ ಎಂದರೆ ಬಾಯ್ ಎನ್ನಬೇಕು ಅಷ್ಟೇ ಎಂದು ಸಚಿವ ಸತೀಶ್ ಜಾರಕಿಹೊಳಿ ಹೇಳಿದ್ದಾರೆ. ಸುದ್ದಿಗಾರರೊಂದಿಗೆ ಮಾತನಾಡಿದ ಅವರು, ಸಮಾಜದಲ್ಲಿ ಇಂತಹ ಪ್ರಕರಣಗಳು ಹೆಚ್ಚುತ್ತಿವೆ. ರಾಜಕಾರಣಿಗಳು ಎಚ್ಚರಿಕೆಯಿಂದ ಇರಬೇಕು. ಈ ಬಗ್ಗೆ ತನಿಖೆ ನಡೆಯುತ್ತಿದೆ. ತಪ್ಪಿತಸ್ಥರ ವಿರುದ್ಧ ಕಾನೂನು ಕ್ರಮ ಕೈಗೊಳ್ಳಲಾಗುವುದು. ಪಕ್ಷದ ಹೈಕಮಾಂಡ್ ಕೂಡ ಈ ವಿಷಯದ ಬಗ್ಗೆ ಮಾಹಿತಿ ಪಡೆದಿದೆ. ಯಾರೂ ಆತಂಕ ಪಡುವ ಅಗತ್ಯವಿಲ್ಲ. ಸರ್ಕಾರ ಸ್ಥಿರವಾಗಿದೆ. ಮುಖ್ಯಮಂತ್ರಿಗಳು ಈ ಕುರಿತು ಸೂಕ್ತ ನಿರ್ಧಾರ ಕೈಗೊಳ್ಳುತ್ತಾರೆ ಎಂದು ತಿಳಿಸಿದರು. ದೂರು ದಾಖಲಾದ ನಂತರ ಪೊಲೀಸರು ತನಿಖೆ ಆರಂಭಿಸಿದ್ದಾರೆ. ಶೀಘ್ರದಲ್ಲೇ ಸತ್ಯಾಂಶ ಹೊರಬರಲಿದೆ. [264, 316, 360, 424]
article-headline: ವಕ್ಫ್ ನಿಯಮಗಳನ್ನು ರೂಪಿಸಲು ಮುಂದಾದ ಕೇಂದ್ರ ಸರ್ಕಾರ [430, 542, 666, 557]
kannada-daily: ಕನ್ನಡ ದಿನ ಪತ್ರಿಕೆ [436, 101, 496, 114]
article-waqf-rules [370, 536, 726, 842]
article-body-cont2: ಕರ್ನಾಟಕದಲ್ಲಿ ವಕ್ಫ್ ಆಸ್ತಿಯನ್ನು ಕಬಳಿಸಿರುವ ರಾಜಕಾರಣಿಗಳ ಹೆಸರುಗಳನ್ನು ಸಂಸತ್ತಿನಲ್ಲಿ ಬಹಿರಂಗಪಡಿಸಲಾಗಿದ್ದು, ಇದು ಕಾಂಗ್ರೆಸ್ ಪಕ್ಷಕ್ಕೆ ಭಾರೀ ಮುಜುಗರ ಉಂಟುಮಾಡಿದೆ. ವಿಧೇಯಕದ ಚರ್ಚೆಯ ವೇಳೆ ಕೇಂದ್ರ ಸಚಿವರು ಈ ಕುರಿತು ಮಾಹಿತಿ ನೀಡಿದರು. ಹಲವು ವರ್ಷಗಳಿಂದ ಸಾವಿರಾರು ಎಕರೆ ವಕ್ಫ್ ಭೂಮಿ ಒತ್ತುವರಿಯಾಗಿದೆ. ಈ ಬಗ್ಗೆ ಈ ಹಿಂದೆ ಸಲ್ಲಿಸಲಾದ ವರದಿಯನ್ನು ಸರ್ಕಾರ ನಿರ್ಲಕ್ಷಿಸಿತ್ತು. ತನಿಖೆ ನಡೆಸಿ ಆಸ್ತಿಯನ್ನು ವಾಪಸ್ ಪಡೆಯಬೇಕು ಎಂಬ ಆಗ್ರಹ ಕೇಳಿಬಂದಿದೆ. [262, 822, 360, 893]
section-rule [368, 532, 726, 534]
honorary-editor-credit: ಗೌರವ ಸಂಪಾದಕರು : ಕೆ.ಎಸ್. ಶಿವಣ್ಣಗೌಡ [246, 117, 331, 124]
section-rule [6, 532, 362, 534]
